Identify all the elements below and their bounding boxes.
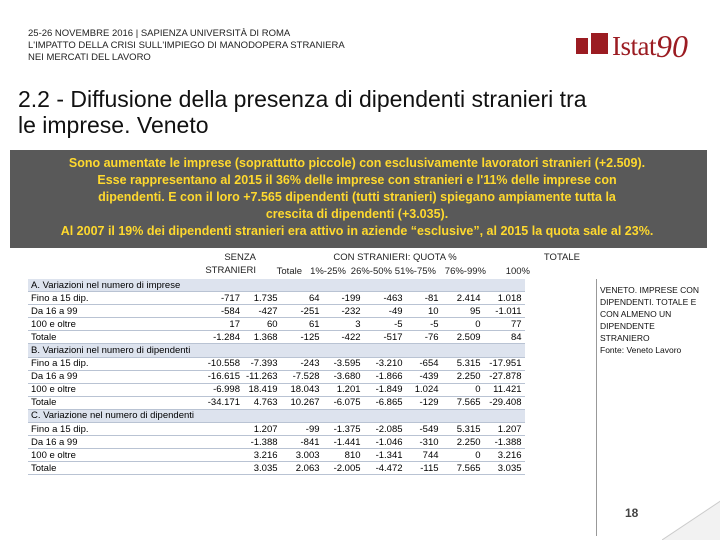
- table-cell: [202, 423, 243, 436]
- table-cell: -2.005: [323, 462, 364, 475]
- row-label: Totale: [28, 462, 202, 475]
- table-cell: -232: [323, 305, 364, 318]
- col-header-senza: SENZA: [224, 252, 256, 263]
- table-cell: 0: [442, 318, 484, 331]
- col-header-totale: Totale: [276, 266, 302, 277]
- table-cell: 2.063: [281, 462, 323, 475]
- row-label: Fino a 15 dip.: [28, 423, 202, 436]
- table-caption: [600, 284, 712, 356]
- table-cell: -1.866: [364, 370, 406, 383]
- istat-logo: [572, 28, 692, 66]
- table-cell: 1.018: [484, 292, 525, 305]
- table-cell: 61: [281, 318, 323, 331]
- table-cell: 0: [442, 449, 484, 462]
- table-cell: -1.849: [364, 383, 406, 396]
- table-cell: 744: [406, 449, 442, 462]
- table-row: [28, 462, 525, 475]
- summary-text: [12, 155, 702, 240]
- row-label: Da 16 a 99: [28, 370, 202, 383]
- table-cell: 10.267: [281, 396, 323, 409]
- table-cell: 2.250: [442, 436, 484, 449]
- table-cell: 1.368: [243, 331, 281, 344]
- slide-header: [28, 28, 345, 64]
- summary-line: Esse rappresentano al 2015 il 36% delle imprese con stranieri e l'11% delle imprese con: [97, 173, 617, 187]
- table-cell: -129: [406, 396, 442, 409]
- table-cell: 810: [323, 449, 364, 462]
- table-row: [28, 423, 525, 436]
- table-cell: 17: [202, 318, 243, 331]
- table-cell: -654: [406, 357, 442, 370]
- table-row: [28, 305, 525, 318]
- section-label: B. Variazioni nel numero di dipendenti: [28, 344, 525, 357]
- table-cell: 3.216: [484, 449, 525, 462]
- table-cell: 11.421: [484, 383, 525, 396]
- table-cell: 1.735: [243, 292, 281, 305]
- slide-title-line2: le imprese. Veneto: [18, 112, 209, 138]
- col-header-con-stranieri: CON STRANIERI: QUOTA %: [333, 252, 457, 263]
- table-cell: -81: [406, 292, 442, 305]
- col-header-q5: 100%: [505, 266, 530, 277]
- corner-decoration: [662, 500, 720, 540]
- row-label: Totale: [28, 396, 202, 409]
- table-cell: -2.085: [364, 423, 406, 436]
- col-header-q4: 76%-99%: [444, 266, 486, 277]
- table-cell: 1.201: [323, 383, 364, 396]
- caption-line: DIPENDENTE: [600, 321, 655, 331]
- table-row: [28, 436, 525, 449]
- table-cell: -99: [281, 423, 323, 436]
- table-cell: 7.565: [442, 396, 484, 409]
- table-cell: -115: [406, 462, 442, 475]
- table-row: [28, 383, 525, 396]
- table-cell: -1.011: [484, 305, 525, 318]
- table-cell: 3.003: [281, 449, 323, 462]
- col-header-q3: 51%-75%: [394, 266, 436, 277]
- table-row: [28, 449, 525, 462]
- caption-line: DIPENDENTI. TOTALE E: [600, 297, 697, 307]
- table-cell: 84: [484, 331, 525, 344]
- table-cell: -1.284: [202, 331, 243, 344]
- table-cell: 3.035: [243, 462, 281, 475]
- row-label: 100 e oltre: [28, 383, 202, 396]
- table-cell: 95: [442, 305, 484, 318]
- divider-line: [596, 279, 597, 499]
- table-cell: 10: [406, 305, 442, 318]
- slide-title: [18, 86, 708, 138]
- table-cell: -517: [364, 331, 406, 344]
- table-cell: 3: [323, 318, 364, 331]
- table-cell: -584: [202, 305, 243, 318]
- table-cell: -7.528: [281, 370, 323, 383]
- table-cell: -1.441: [323, 436, 364, 449]
- table-cell: -1.046: [364, 436, 406, 449]
- table-cell: -11.263: [243, 370, 281, 383]
- section-label: A. Variazioni nel numero di imprese: [28, 279, 525, 292]
- divider-line-footer: [596, 496, 597, 536]
- summary-line: Sono aumentate le imprese (soprattutto piccole) con esclusivamente lavoratori stranieri (+2.509).: [68, 156, 646, 170]
- table-section-row: [28, 279, 525, 292]
- row-label: 100 e oltre: [28, 449, 202, 462]
- table-cell: -463: [364, 292, 406, 305]
- summary-line: Al 2007 il 19% dei dipendenti stranieri era attivo in aziende “esclusive”, al 2015 la quota sale al 23%.: [60, 224, 654, 238]
- table-cell: -7.393: [243, 357, 281, 370]
- table-cell: -27.878: [484, 370, 525, 383]
- table-cell: -6.998: [202, 383, 243, 396]
- caption-line: VENETO. IMPRESE CON: [600, 285, 700, 295]
- table-cell: -3.210: [364, 357, 406, 370]
- caption-line: STRANIERO: [600, 333, 650, 343]
- table-row: [28, 318, 525, 331]
- slide-title-line1: 2.2 - Diffusione della presenza di dipendenti stranieri tra: [18, 86, 587, 112]
- table-cell: -717: [202, 292, 243, 305]
- logo-anniversary: 90: [656, 28, 688, 64]
- table-cell: -49: [364, 305, 406, 318]
- table-cell: -34.171: [202, 396, 243, 409]
- table-cell: [202, 449, 243, 462]
- table-cell: 3.216: [243, 449, 281, 462]
- table-cell: 2.250: [442, 370, 484, 383]
- table-cell: [202, 462, 243, 475]
- table-row: [28, 396, 525, 409]
- page-number: 18: [625, 506, 639, 520]
- table-cell: 60: [243, 318, 281, 331]
- table-row: [28, 331, 525, 344]
- table-cell: -10.558: [202, 357, 243, 370]
- row-label: 100 e oltre: [28, 318, 202, 331]
- table-cell: 5.315: [442, 357, 484, 370]
- logo-text: Istat: [612, 31, 656, 61]
- table-cell: -5: [406, 318, 442, 331]
- table-cell: 1.024: [406, 383, 442, 396]
- table-cell: -841: [281, 436, 323, 449]
- table-cell: -3.680: [323, 370, 364, 383]
- table-cell: -6.075: [323, 396, 364, 409]
- table-cell: 2.509: [442, 331, 484, 344]
- table-row: [28, 292, 525, 305]
- table-cell: 18.419: [243, 383, 281, 396]
- table-cell: -76: [406, 331, 442, 344]
- header-topic-line2: NEI MERCATI DEL LAVORO: [28, 52, 151, 63]
- summary-line: dipendenti. E con il loro +7.565 dipendenti (tutti stranieri) spiegano ampiamente tutta la: [98, 190, 616, 204]
- table-cell: -549: [406, 423, 442, 436]
- section-label: C. Variazione nel numero di dipendenti: [28, 409, 525, 422]
- table-cell: 64: [281, 292, 323, 305]
- table-cell: [202, 436, 243, 449]
- col-header-totale-right: TOTALE: [543, 252, 580, 263]
- table-row: [28, 370, 525, 383]
- table-cell: 18.043: [281, 383, 323, 396]
- row-label: Fino a 15 dip.: [28, 357, 202, 370]
- logo-block-large: [591, 33, 608, 54]
- table-cell: -1.341: [364, 449, 406, 462]
- col-header-q2: 26%-50%: [350, 266, 392, 277]
- table-cell: 1.207: [243, 423, 281, 436]
- table-cell: -251: [281, 305, 323, 318]
- table-cell: -1.388: [484, 436, 525, 449]
- table-cell: -29.408: [484, 396, 525, 409]
- caption-line: CON ALMENO UN: [600, 309, 672, 319]
- table-cell: 3.035: [484, 462, 525, 475]
- table-cell: -1.388: [243, 436, 281, 449]
- table-cell: -3.595: [323, 357, 364, 370]
- data-table: [28, 279, 525, 475]
- logo-block-small: [576, 38, 588, 54]
- col-header-stranieri: STRANIERI: [205, 265, 256, 276]
- table-cell: 2.414: [442, 292, 484, 305]
- table-row: [28, 357, 525, 370]
- table-cell: 1.207: [484, 423, 525, 436]
- table-cell: -1.375: [323, 423, 364, 436]
- row-label: Da 16 a 99: [28, 436, 202, 449]
- table-cell: 7.565: [442, 462, 484, 475]
- table-cell: -439: [406, 370, 442, 383]
- table-cell: -125: [281, 331, 323, 344]
- data-table-body: [28, 279, 525, 475]
- col-header-senza-stranieri: [200, 252, 256, 276]
- table-cell: 77: [484, 318, 525, 331]
- table-cell: -17.951: [484, 357, 525, 370]
- table-cell: -16.615: [202, 370, 243, 383]
- table-cell: -4.472: [364, 462, 406, 475]
- col-header-q1: 1%-25%: [310, 266, 346, 277]
- row-label: Totale: [28, 331, 202, 344]
- header-date-venue: 25-26 NOVEMBRE 2016 | SAPIENZA UNIVERSITÀ DI ROMA: [28, 28, 291, 39]
- table-cell: 4.763: [243, 396, 281, 409]
- table-section-row: [28, 344, 525, 357]
- table-cell: -422: [323, 331, 364, 344]
- table-cell: 0: [442, 383, 484, 396]
- table-cell: -5: [364, 318, 406, 331]
- header-topic-line1: L'IMPATTO DELLA CRISI SULL'IMPIEGO DI MANODOPERA STRANIERA: [28, 40, 345, 51]
- row-label: Da 16 a 99: [28, 305, 202, 318]
- row-label: Fino a 15 dip.: [28, 292, 202, 305]
- table-section-row: [28, 409, 525, 422]
- table-cell: 5.315: [442, 423, 484, 436]
- summary-line: crescita di dipendenti (+3.035).: [265, 207, 449, 221]
- table-cell: -6.865: [364, 396, 406, 409]
- table-cell: -199: [323, 292, 364, 305]
- caption-source: Fonte: Veneto Lavoro: [600, 345, 682, 355]
- table-cell: -427: [243, 305, 281, 318]
- table-cell: -310: [406, 436, 442, 449]
- table-cell: -243: [281, 357, 323, 370]
